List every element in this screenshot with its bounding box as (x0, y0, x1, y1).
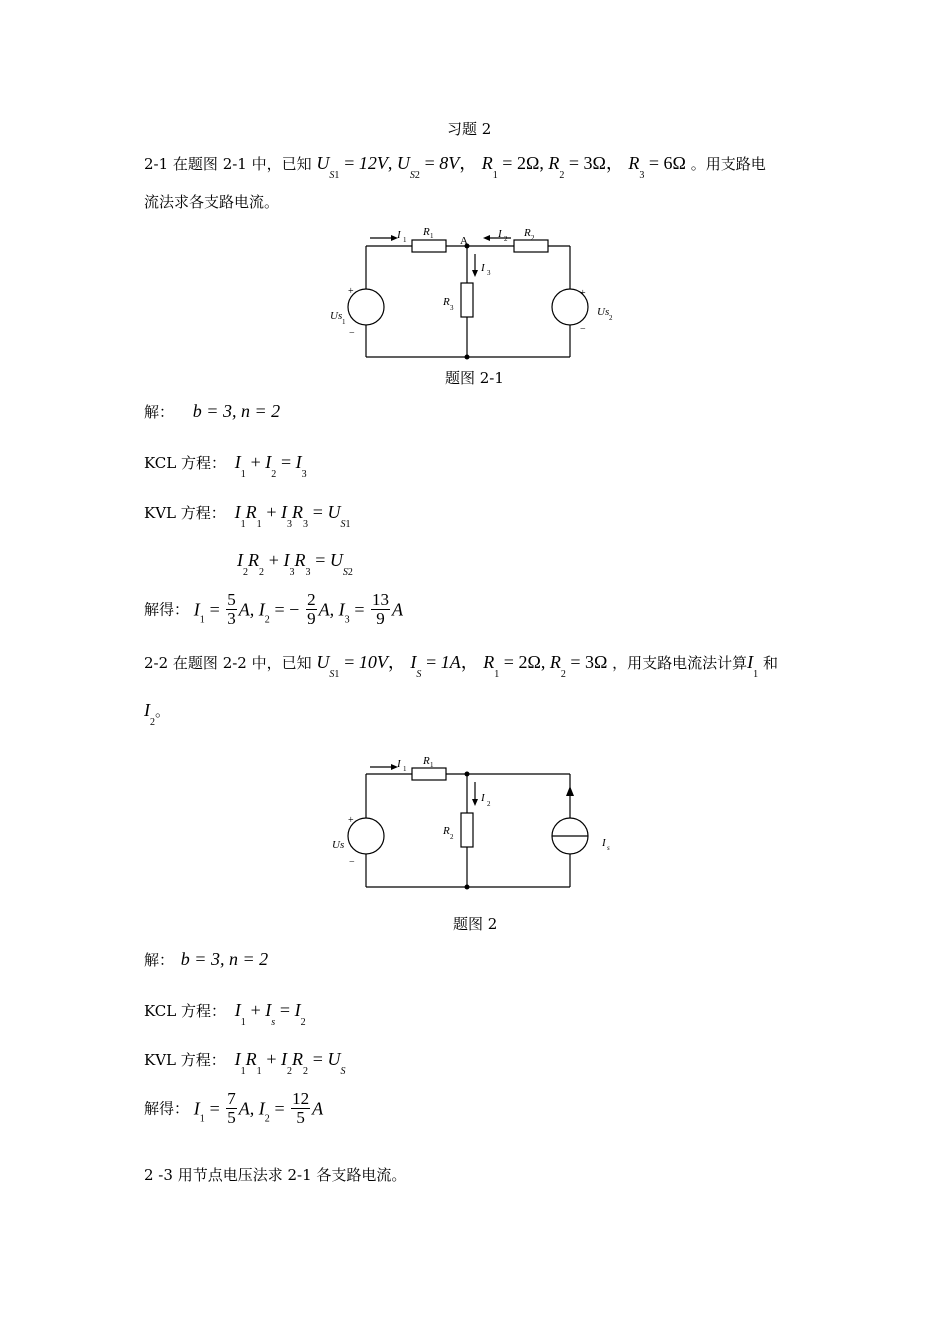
kvl-equation-2-1-a: KVL 方程： $I_1R_1 + I_3R_3 = U_{S1}$ (144, 502, 351, 530)
problem-2-2-end: 。 (155, 702, 171, 720)
kvl-equation-2-2: KVL 方程： $I_1R_1 + I_2R_2 = U_S$ (144, 1049, 346, 1077)
label-r1: R (423, 226, 430, 238)
result-2-2: 解得： $I_1$ = $\frac{7}{5}$ A, $I_2$ = $\frac{12}{5}$ A (144, 1089, 324, 1127)
problem-2-3: 2 -3 用节点电压法求 2-1 各支路电流。 (144, 1166, 407, 1184)
page-title: 习题 2 (447, 120, 492, 138)
us-plus: + (348, 815, 354, 826)
i3-denominator: 9 (371, 609, 390, 628)
problem-2-2-and: 和 (762, 654, 778, 672)
kvl-label: KVL 方程： (144, 504, 226, 522)
label-2-2-r1: R (423, 755, 430, 767)
solution-bn: b = 3, n = 2 (192, 401, 281, 421)
i2-denominator: 9 (307, 609, 316, 628)
label-r2-sub: 2 (531, 234, 535, 242)
i2-2-2-denominator: 5 (291, 1108, 310, 1127)
label-i2-sub: 2 (504, 235, 508, 243)
label-2-2-is-sub: s (607, 844, 610, 852)
label-2-2-i1: I (397, 758, 401, 770)
solution-2-2-label: 解： (144, 951, 175, 969)
us2-minus: − (580, 324, 586, 335)
label-i3-sub: 3 (487, 269, 491, 277)
label-us2: Us (597, 306, 610, 318)
solution-2-2-bn: b = 3, n = 2 (180, 949, 269, 969)
label-r2: R (524, 227, 531, 239)
label-i2: I (498, 228, 502, 240)
kvl-equation-2-1-b: $I_2R_2 + I_3R_3 = U_{S2}$ (237, 550, 353, 578)
resistor-2-2-r2 (461, 813, 473, 847)
i2-arrow-icon (483, 235, 490, 241)
label-i1: I (397, 229, 401, 241)
label-r1-sub: 1 (430, 232, 434, 240)
kcl-equation-2-1: KCL 方程： $I_1 + I_2 = I_3$ (144, 452, 307, 480)
us1-minus: − (349, 328, 355, 339)
i2-2-2-numerator: 12 (292, 1089, 310, 1108)
kcl-label: KCL 方程： (144, 454, 227, 472)
resistor-r3 (461, 283, 473, 317)
node-bottom-dot (465, 355, 470, 360)
problem-2-2-statement: 2-2 在题图 2-2 中，已知 $U_{S1} = 10V$， $I_S = 1A$， $R_1 = 2\Omega$, $R_2 = 3\Omega$ ，用支路电流法计算$I_1$ 和 (144, 652, 778, 680)
label-i3: I (481, 262, 485, 274)
problem-2-1-line2: 流法求各支路电流。 (144, 193, 280, 211)
given-r1: 2Ω (516, 153, 540, 173)
resistor-r1 (412, 240, 446, 252)
figure-caption-2-2: 题图 2 (453, 915, 498, 933)
label-2-2-r2-sub: 2 (450, 833, 454, 841)
circuit-diagram-2-1 (320, 222, 640, 364)
node-bottom-2-2-dot (465, 885, 470, 890)
i2-2-2-arrow-icon (472, 799, 478, 806)
node-top-dot (465, 772, 470, 777)
label-2-2-i2-sub: 2 (487, 800, 491, 808)
given-us2: 8V (439, 153, 460, 173)
us-minus: − (349, 857, 355, 868)
us1-plus: + (348, 286, 354, 297)
label-2-2-us: Us (332, 839, 345, 851)
given-2-2-r2: 3Ω (584, 652, 608, 672)
label-us1: Us (330, 310, 343, 322)
kvl-2-2-label: KVL 方程： (144, 1051, 226, 1069)
given-us1: 12V (358, 153, 388, 173)
i3-numerator: 13 (372, 590, 390, 609)
solution-2-1-header (144, 401, 280, 422)
kcl-equation-2-2: KCL 方程： $I_1 + I_s = I_2$ (144, 1000, 306, 1028)
given-2-2-r1: 2Ω (518, 652, 541, 672)
problem-2-2-suffix: ，用支路电流法计算 (612, 654, 748, 672)
is-arrow-icon (566, 786, 574, 796)
i1-denominator: 3 (227, 609, 236, 628)
result-2-2-label: 解得： (144, 1099, 190, 1118)
label-us1-sub: 1 (342, 318, 346, 326)
problem-2-1-prefix: 2-1 在题图 2-1 中，已知 (144, 155, 312, 173)
label-r3: R (443, 296, 450, 308)
given-2-2-us1: 10V (358, 652, 388, 672)
given-r2: 3Ω (583, 153, 606, 173)
label-2-2-is: I (602, 837, 606, 849)
problem-2-2-line2: $I_2$。 (144, 700, 171, 728)
kcl-2-2-label: KCL 方程： (144, 1002, 227, 1020)
figure-caption-2-1: 题图 2-1 (445, 369, 504, 387)
label-i1-sub: 1 (403, 236, 407, 244)
given-r3: 6Ω (663, 153, 686, 173)
solution-2-2-header (144, 949, 268, 970)
result-label: 解得： (144, 600, 190, 619)
i1-numerator: 5 (227, 590, 236, 609)
problem-2-1-suffix: 。用支路电 (690, 155, 766, 173)
i2-numerator: 2 (307, 590, 316, 609)
resistor-2-2-r1 (412, 768, 446, 780)
label-2-2-r2: R (443, 825, 450, 837)
label-2-2-i2: I (481, 792, 485, 804)
problem-2-2-prefix: 2-2 在题图 2-2 中，已知 (144, 654, 312, 672)
us2-plus: + (580, 288, 586, 299)
label-2-2-r1-sub: 1 (430, 761, 434, 769)
label-node-a: A (460, 235, 468, 247)
label-r3-sub: 3 (450, 304, 454, 312)
i1-2-2-numerator: 7 (227, 1089, 236, 1108)
circuit-diagram-2-2 (320, 752, 640, 894)
label-2-2-i1-sub: 1 (403, 765, 407, 773)
problem-2-1-statement: 2-1 在题图 2-1 中，已知 $U_{S1} = 12V$, $U_{S2} = 8V$， $R_1 = 2\Omega$, $R_2 = 3\Omega$， $R_3 = 6\Omega$ 。用支路电 (144, 153, 766, 181)
solution-label: 解： (144, 403, 175, 421)
i1-2-2-denominator: 5 (227, 1108, 236, 1127)
i3-arrow-icon (472, 270, 478, 277)
result-2-1: 解得： $I_1$ = $\frac{5}{3}$ A, $I_2$ = − $\frac{2}{9}$ A, $I_3$ = $\frac{13}{9}$ A (144, 590, 404, 628)
label-us2-sub: 2 (609, 314, 613, 322)
given-2-2-is: 1A (440, 652, 461, 672)
